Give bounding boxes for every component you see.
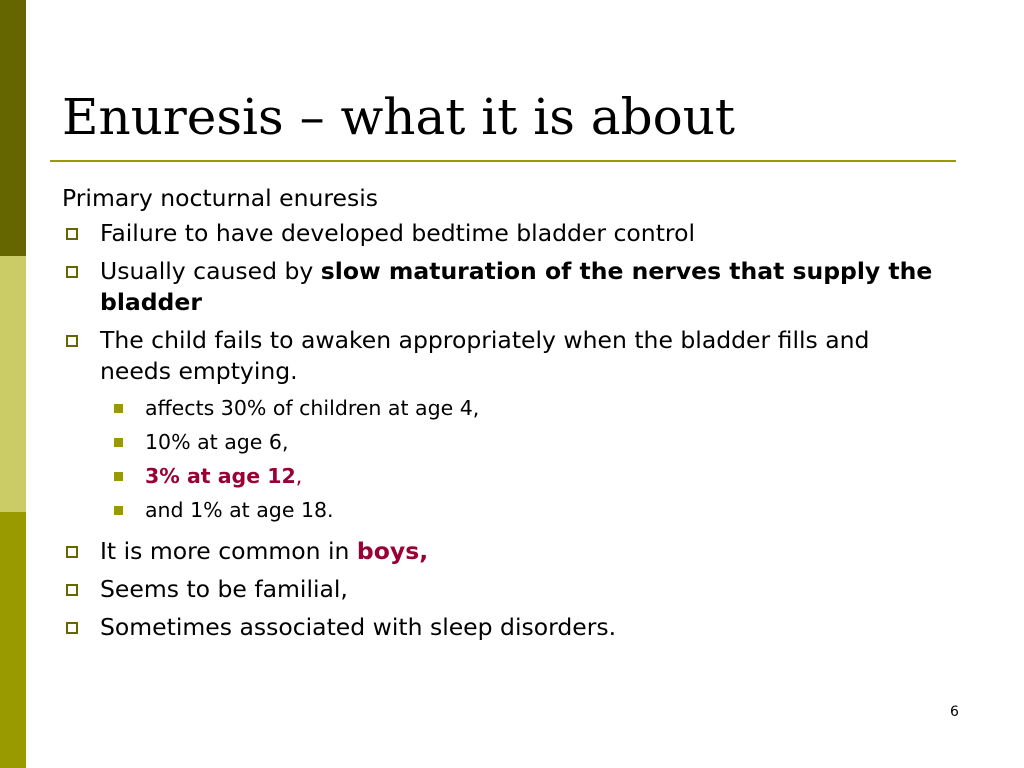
sub-bullet-item xyxy=(62,496,942,524)
filled-square-bullet-icon xyxy=(114,472,123,481)
bullet-highlight: boys, xyxy=(356,537,429,565)
filled-square-bullet-icon xyxy=(114,438,123,447)
slide-title: Enuresis – what it is about xyxy=(62,88,736,146)
hollow-square-bullet-icon xyxy=(66,335,78,347)
filled-square-bullet-icon xyxy=(114,506,123,515)
sidebar-band-top xyxy=(0,0,26,256)
sub-bullet-item xyxy=(62,428,942,456)
filled-square-bullet-icon xyxy=(114,404,123,413)
sub-bullet-text: and 1% at age 18. xyxy=(145,498,334,522)
hollow-square-bullet-icon xyxy=(66,546,78,558)
bullet-text: The child fails to awaken appropriately when the bladder fills and needs emptying. xyxy=(100,326,870,385)
hollow-square-bullet-icon xyxy=(66,228,78,240)
sub-bullet-text: 10% at age 6, xyxy=(145,430,289,454)
sub-bullet-highlight: 3% at age 12 xyxy=(145,464,296,488)
bullet-text: Failure to have developed bedtime bladder control xyxy=(100,219,695,247)
bullet-item xyxy=(62,574,942,605)
bullet-text: Usually caused by xyxy=(100,257,321,285)
hollow-square-bullet-icon xyxy=(66,622,78,634)
sidebar-band-bottom xyxy=(0,512,26,768)
bullet-item xyxy=(62,536,942,567)
page-number: 6 xyxy=(950,704,959,720)
sidebar-band-middle xyxy=(0,256,26,512)
sub-bullet-item xyxy=(62,394,942,422)
hollow-square-bullet-icon xyxy=(66,266,78,278)
sub-bullet-item xyxy=(62,462,942,490)
bullet-text: Seems to be familial, xyxy=(100,575,348,603)
sub-bullet-suffix: , xyxy=(295,464,303,488)
bullet-bold-text: slow maturation of the nerves that supply the bladder xyxy=(100,257,933,316)
bullet-text: Sometimes associated with sleep disorders. xyxy=(100,613,617,641)
hollow-square-bullet-icon xyxy=(66,584,78,596)
bullet-item xyxy=(62,325,942,387)
bullet-item xyxy=(62,612,942,643)
bullet-text: It is more common in xyxy=(100,537,357,565)
slide-body xyxy=(62,180,942,650)
bullet-item xyxy=(62,256,942,318)
bullet-item xyxy=(62,218,942,249)
lead-text: Primary nocturnal enuresis xyxy=(62,184,378,212)
title-divider xyxy=(50,160,956,162)
sub-bullet-text: affects 30% of children at age 4, xyxy=(145,396,480,420)
